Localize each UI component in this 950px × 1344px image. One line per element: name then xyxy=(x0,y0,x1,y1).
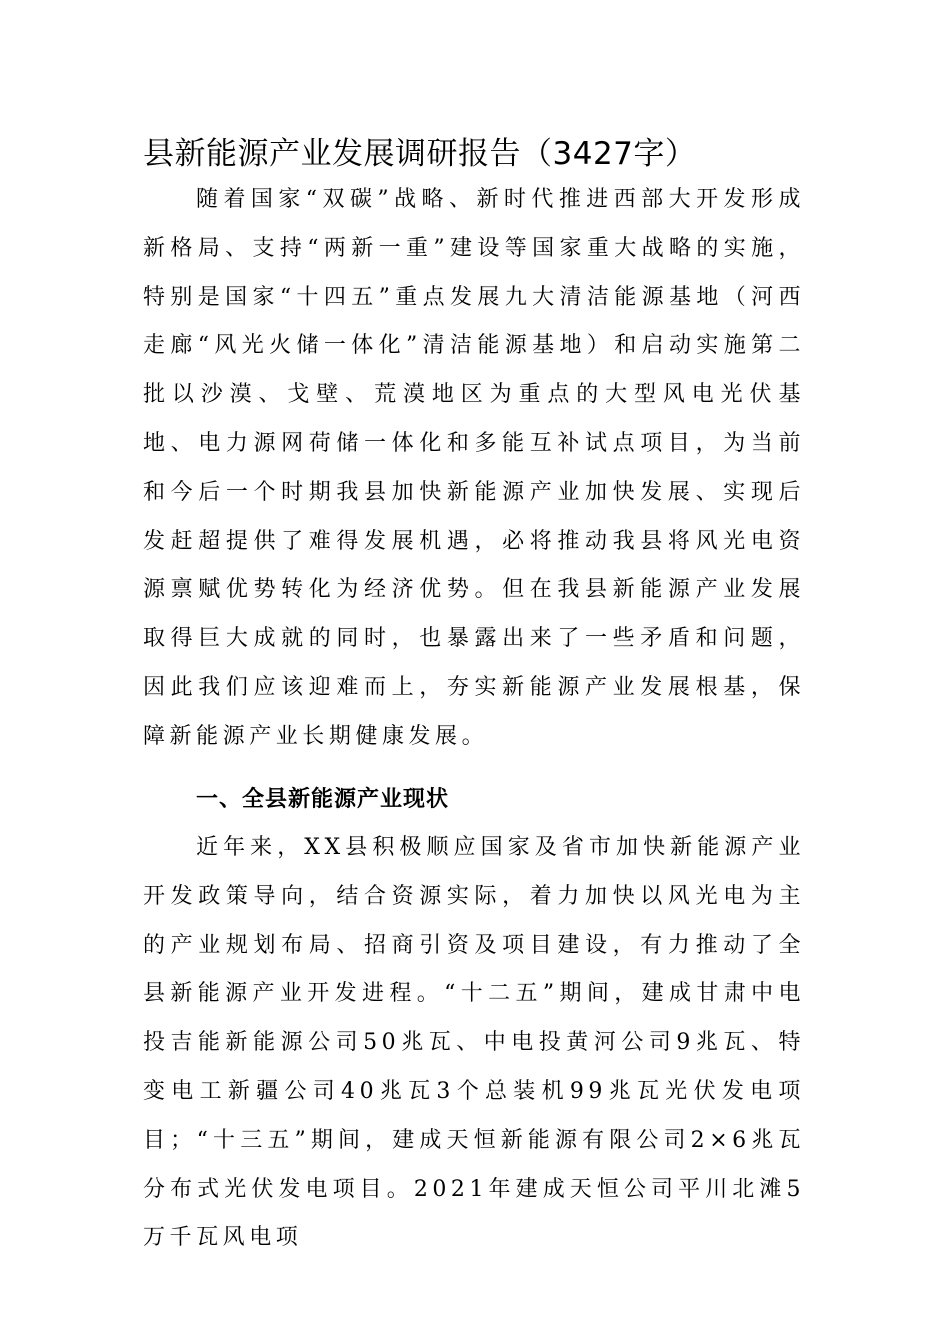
intro-paragraph: 随着国家“双碳”战略、新时代推进西部大开发形成新格局、支持“两新一重”建设等国家重大战略的实施，特别是国家“十四五”重点发展九大清洁能源基地（河西走廊“风光火储一体化”清洁能源基地）和启动实施第二批以沙漠、戈壁、荒漠地区为重点的大型风电光伏基地、电力源网荷储一体化和多能互补试点项目，为当前和今后一个时期我县加快新能源产业加快发展、实现后发赶超提供了难得发展机遇，必将推动我县将风光电资源禀赋优势转化为经济优势。但在我县新能源产业发展取得巨大成就的同时，也暴露出来了一些矛盾和问题，因此我们应该迎难而上，夯实新能源产业发展根基，保障新能源产业长期健康发展。 xyxy=(143,187,805,749)
section-paragraph: 近年来，XX县积极顺应国家及省市加快新能源产业开发政策导向，结合资源实际，着力加快以风光电为主的产业规划布局、招商引资及项目建设，有力推动了全县新能源产业开发进程。“十二五”期间，建成甘肃中电投吉能新能源公司50兆瓦、中电投黄河公司9兆瓦、特变电工新疆公司40兆瓦3个总装机99兆瓦光伏发电项目；“十三五”期间，建成天恒新能源有限公司2×6兆瓦分布式光伏发电项目。2021年建成天恒公司平川北滩5万千瓦风电项 xyxy=(143,835,805,1251)
document-title: 县新能源产业发展调研报告（3427字） xyxy=(143,136,697,172)
section-heading: 一、全县新能源产业现状 xyxy=(196,787,450,812)
